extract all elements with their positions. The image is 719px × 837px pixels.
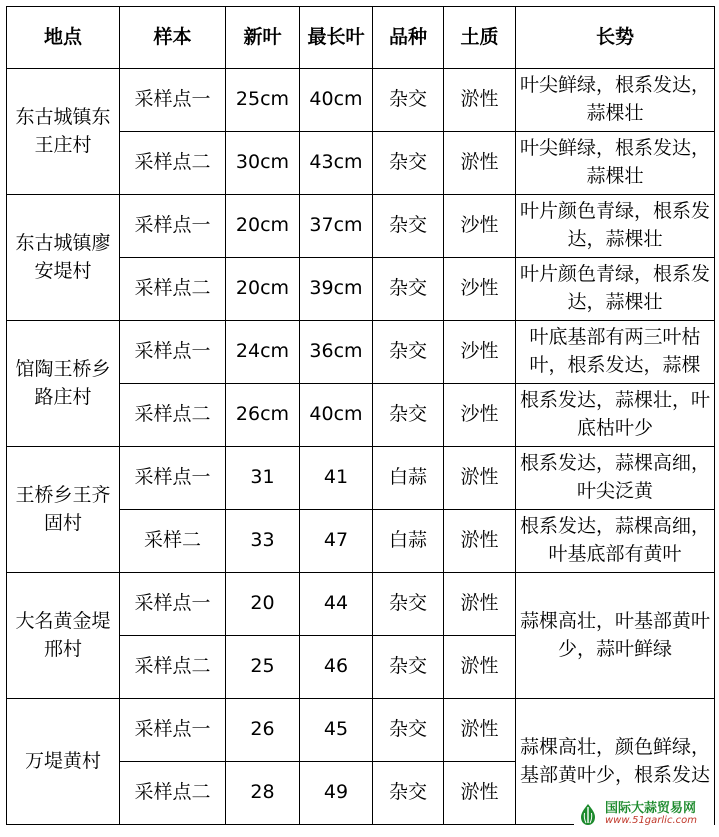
soil-cell: 淤性: [444, 636, 516, 699]
watermark-site-name: 国际大蒜贸易网: [605, 800, 697, 816]
new-leaf-cell: 30cm: [226, 132, 300, 195]
location-cell: 王桥乡王齐固村: [7, 447, 120, 573]
growth-cell: 蒜棵高壮，颜色鲜绿，基部黄叶少，根系发达: [516, 699, 715, 825]
variety-cell: 杂交: [373, 699, 444, 762]
sample-cell: 采样点一: [120, 69, 226, 132]
longest-leaf-cell: 49: [300, 762, 373, 825]
sample-cell: 采样点二: [120, 258, 226, 321]
sample-cell: 采样点二: [120, 636, 226, 699]
longest-leaf-cell: 37cm: [300, 195, 373, 258]
variety-cell: 杂交: [373, 384, 444, 447]
table-row: [7, 699, 715, 762]
variety-cell: 杂交: [373, 258, 444, 321]
new-leaf-cell: 20: [226, 573, 300, 636]
variety-cell: 杂交: [373, 573, 444, 636]
variety-cell: 杂交: [373, 762, 444, 825]
header-soil: 土质: [444, 7, 516, 69]
new-leaf-cell: 20cm: [226, 258, 300, 321]
location-cell: 大名黄金堤邢村: [7, 573, 120, 699]
location-cell: 万堤黄村: [7, 699, 120, 825]
sample-cell: 采样点一: [120, 699, 226, 762]
longest-leaf-cell: 46: [300, 636, 373, 699]
location-cell: 馆陶王桥乡路庄村: [7, 321, 120, 447]
soil-cell: 淤性: [444, 447, 516, 510]
new-leaf-cell: 33: [226, 510, 300, 573]
variety-cell: 白蒜: [373, 510, 444, 573]
header-growth: 长势: [516, 7, 715, 69]
sample-cell: 采样点一: [120, 321, 226, 384]
header-location: 地点: [7, 7, 120, 69]
table-row: [7, 573, 715, 636]
sample-cell: 采样点一: [120, 195, 226, 258]
sample-cell: 采样点一: [120, 447, 226, 510]
table-row: [7, 69, 715, 132]
new-leaf-cell: 20cm: [226, 195, 300, 258]
header-longest-leaf: 最长叶: [300, 7, 373, 69]
soil-cell: 淤性: [444, 573, 516, 636]
table-row: [7, 447, 715, 510]
growth-cell: 叶片颜色青绿，根系发达，蒜棵壮: [516, 195, 715, 258]
soil-cell: 淤性: [444, 510, 516, 573]
header-variety: 品种: [373, 7, 444, 69]
soil-cell: 淤性: [444, 762, 516, 825]
growth-cell: 根系发达，蒜棵高细，叶尖泛黄: [516, 447, 715, 510]
growth-cell: 根系发达，蒜棵高细，叶基底部有黄叶: [516, 510, 715, 573]
table-row: [7, 321, 715, 384]
longest-leaf-cell: 43cm: [300, 132, 373, 195]
new-leaf-cell: 28: [226, 762, 300, 825]
longest-leaf-cell: 40cm: [300, 384, 373, 447]
longest-leaf-cell: 39cm: [300, 258, 373, 321]
variety-cell: 杂交: [373, 132, 444, 195]
variety-cell: 杂交: [373, 321, 444, 384]
header-new-leaf: 新叶: [226, 7, 300, 69]
garlic-survey-table: [6, 6, 715, 825]
growth-cell: 叶底基部有两三叶枯叶，根系发达，蒜棵: [516, 321, 715, 384]
soil-cell: 沙性: [444, 384, 516, 447]
watermark-site-url: www.51garlic.com: [605, 814, 697, 826]
variety-cell: 杂交: [373, 69, 444, 132]
variety-cell: 杂交: [373, 195, 444, 258]
growth-cell: 根系发达，蒜棵壮，叶底枯叶少: [516, 384, 715, 447]
longest-leaf-cell: 44: [300, 573, 373, 636]
variety-cell: 白蒜: [373, 447, 444, 510]
soil-cell: 沙性: [444, 195, 516, 258]
location-cell: 东古城镇廖安堤村: [7, 195, 120, 321]
growth-cell: 蒜棵高壮，叶基部黄叶少，蒜叶鲜绿: [516, 573, 715, 699]
sample-cell: 采样点二: [120, 384, 226, 447]
new-leaf-cell: 26cm: [226, 384, 300, 447]
sample-cell: 采样点二: [120, 132, 226, 195]
growth-cell: 叶尖鲜绿，根系发达，蒜棵壮: [516, 132, 715, 195]
soil-cell: 沙性: [444, 258, 516, 321]
longest-leaf-cell: 36cm: [300, 321, 373, 384]
header-row: [7, 7, 715, 69]
garlic-logo-icon: [574, 800, 602, 828]
longest-leaf-cell: 45: [300, 699, 373, 762]
new-leaf-cell: 31: [226, 447, 300, 510]
new-leaf-cell: 26: [226, 699, 300, 762]
new-leaf-cell: 25cm: [226, 69, 300, 132]
soil-cell: 淤性: [444, 132, 516, 195]
header-sample: 样本: [120, 7, 226, 69]
longest-leaf-cell: 40cm: [300, 69, 373, 132]
table-row: [7, 195, 715, 258]
soil-cell: 沙性: [444, 321, 516, 384]
soil-cell: 淤性: [444, 699, 516, 762]
longest-leaf-cell: 47: [300, 510, 373, 573]
sample-cell: 采样点二: [120, 762, 226, 825]
sample-cell: 采样二: [120, 510, 226, 573]
growth-cell: 叶尖鲜绿，根系发达，蒜棵壮: [516, 69, 715, 132]
growth-cell: 叶片颜色青绿，根系发达，蒜棵壮: [516, 258, 715, 321]
new-leaf-cell: 25: [226, 636, 300, 699]
sample-cell: 采样点一: [120, 573, 226, 636]
variety-cell: 杂交: [373, 636, 444, 699]
longest-leaf-cell: 41: [300, 447, 373, 510]
new-leaf-cell: 24cm: [226, 321, 300, 384]
location-cell: 东古城镇东王庄村: [7, 69, 120, 195]
watermark: [574, 797, 714, 831]
soil-cell: 淤性: [444, 69, 516, 132]
